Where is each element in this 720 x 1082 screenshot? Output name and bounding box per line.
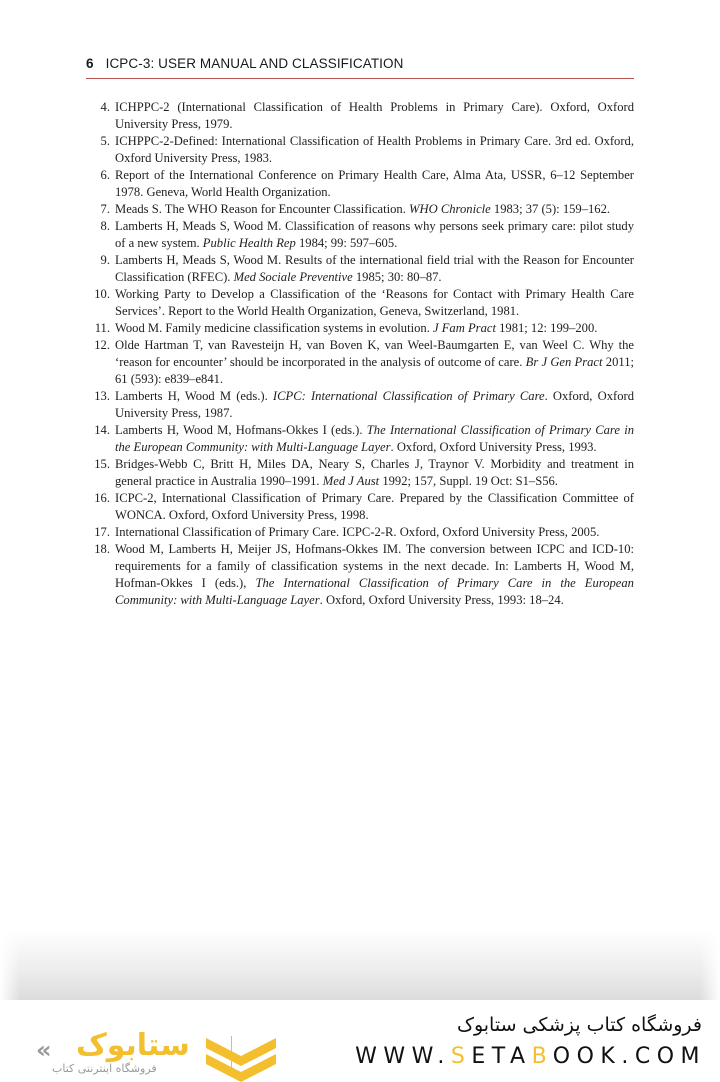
reference-text: ICHPPC-2-Defined: International Classification of Health Problems in Primary Care. 3rd ed. Oxford, Oxford University Press, 1983. <box>115 134 634 165</box>
shadow-fade-left <box>0 930 20 1000</box>
reference-number: 14. <box>94 423 110 437</box>
reference-text: 1992; 157, Suppl. 19 Oct: S1–S56. <box>379 474 558 488</box>
reference-item <box>86 490 634 524</box>
reference-item <box>86 422 634 456</box>
page-number: 6 <box>86 56 94 71</box>
reference-item <box>86 388 634 422</box>
reference-item <box>86 218 634 252</box>
reference-number: 5. <box>100 134 110 148</box>
reference-text: International Classification of Primary Care. ICPC-2-R. Oxford, Oxford University Press, 2005. <box>115 525 600 539</box>
logo-wordmark: ستابوک <box>76 1028 190 1063</box>
reference-number: 6. <box>100 168 110 182</box>
reference-source-title: Med J Aust <box>322 474 380 488</box>
reference-text: Lamberts H, Meads S, Wood M. Classification of reasons why persons seek primary care: pilot study of a new system. <box>115 219 634 250</box>
reference-text: Report of the International Conference on Primary Health Care, Alma Ata, USSR, 6–12 September 1978. Geneva, World Health Organization. <box>115 168 634 199</box>
reference-number: 16. <box>94 491 110 505</box>
reference-text: ICPC-2, International Classification of Primary Care. Prepared by the Classification Committee of WONCA. Oxford, Oxford University Press, 1998. <box>115 491 634 522</box>
double-chevron-icon: « <box>36 1036 52 1064</box>
reference-item <box>86 99 634 133</box>
reference-number: 15. <box>94 457 110 471</box>
running-header <box>86 56 634 80</box>
reference-text: . Oxford, Oxford University Press, 1993. <box>390 440 597 454</box>
chevron-emblem-icon <box>206 1034 276 1082</box>
reference-source-title: The International Classification of Primary Care in the European Community: with Multi-Language Layer <box>115 576 634 607</box>
url-part: WWW. <box>355 1044 451 1069</box>
url-accent: B <box>531 1044 553 1069</box>
reference-text: . Oxford, Oxford University Press, 1987. <box>115 389 634 420</box>
url-part: ETA <box>471 1044 532 1069</box>
reference-source-title: The International Classification of Primary Care in the European Community: with Multi-Language Layer <box>115 423 634 454</box>
reference-text: Working Party to Develop a Classification of the ‘Reasons for Contact with Primary Health Care Services’. Report to the World Health Organization, Geneva, Switzerland, 1981. <box>115 287 634 318</box>
reference-number: 9. <box>100 253 110 267</box>
logo-subtitle: فروشگاه اینترنتی کتاب <box>52 1062 157 1075</box>
reference-text: 1984; 99: 597–605. <box>295 236 398 250</box>
store-name: فروشگاه کتاب پزشکی ستابوک <box>456 1014 702 1036</box>
reference-text: . Oxford, Oxford University Press, 1993: 18–24. <box>319 593 564 607</box>
reference-text: Lamberts H, Wood M, Hofmans-Okkes I (eds.). <box>115 423 367 437</box>
reference-number: 4. <box>100 100 110 114</box>
reference-source-title: WHO Chronicle <box>409 202 491 216</box>
reference-item <box>86 167 634 201</box>
reference-text: Meads S. The WHO Reason for Encounter Classification. <box>115 202 410 216</box>
reference-item <box>86 133 634 167</box>
reference-number: 10. <box>94 287 110 301</box>
reference-number: 7. <box>100 202 110 216</box>
setabook-logo[interactable] <box>36 1014 276 1074</box>
reference-number: 12. <box>94 338 110 352</box>
store-banner <box>0 1000 720 1080</box>
reference-source-title: Med Sociale Preventive <box>233 270 353 284</box>
reference-source-title: ICPC: International Classification of Primary Care <box>272 389 545 403</box>
reference-item <box>86 541 634 609</box>
reference-number: 17. <box>94 525 110 539</box>
reference-source-title: J Fam Pract <box>433 321 496 335</box>
reference-item <box>86 320 634 337</box>
reference-text: Lamberts H, Wood M (eds.). <box>115 389 273 403</box>
reference-text: Wood M, Lamberts H, Meijer JS, Hofmans-Okkes IM. The conversion between ICPC and ICD-10: requirements for a family of classification systems in the next decade. In: Lamberts H, Wood M, Hofman-Okkes I (eds.), <box>115 542 634 590</box>
shadow-fade-right <box>700 930 720 1000</box>
reference-item <box>86 286 634 320</box>
reference-number: 18. <box>94 542 110 556</box>
reference-item <box>86 201 634 218</box>
store-url[interactable] <box>355 1044 706 1069</box>
reference-item <box>86 524 634 541</box>
reference-text: ICHPPC-2 (International Classification of Health Problems in Primary Care). Oxford, Oxford University Press, 1979. <box>115 100 634 131</box>
reference-number: 8. <box>100 219 110 233</box>
reference-item <box>86 456 634 490</box>
reference-text: 1981; 12: 199–200. <box>495 321 598 335</box>
reference-text: Lamberts H, Meads S, Wood M. Results of the international field trial with the Reason for Encounter Classification (RFEC). <box>115 253 634 284</box>
reference-list <box>86 99 634 609</box>
reference-number: 11. <box>94 321 110 335</box>
reference-text: Wood M. Family medicine classification systems in evolution. <box>115 321 433 335</box>
header-rule <box>86 78 634 79</box>
reference-text: Olde Hartman T, van Ravesteijn H, van Boven K, van Weel-Baumgarten E, van Weel C. Why the ‘reason for encounter’ should be incorporated in the analysis of outcome of care. <box>115 338 634 369</box>
reference-number: 13. <box>94 389 110 403</box>
running-title: ICPC-3: USER MANUAL AND CLASSIFICATION <box>105 56 404 71</box>
reference-item <box>86 252 634 286</box>
reference-text: Bridges-Webb C, Britt H, Miles DA, Neary S, Charles J, Traynor V. Morbidity and treatment in general practice in Australia 1990–1991. <box>115 457 634 488</box>
reference-text: 1985; 30: 80–87. <box>352 270 442 284</box>
reference-source-title: Public Health Rep <box>202 236 296 250</box>
reference-source-title: Br J Gen Pract <box>525 355 603 369</box>
reference-text: 2011; 61 (593): e839–e841. <box>115 355 634 386</box>
reference-text: 1983; 37 (5): 159–162. <box>490 202 611 216</box>
reference-item <box>86 337 634 388</box>
url-accent: S <box>450 1044 472 1069</box>
page-shadow <box>0 930 720 1000</box>
url-part: OOK.COM <box>552 1044 706 1069</box>
